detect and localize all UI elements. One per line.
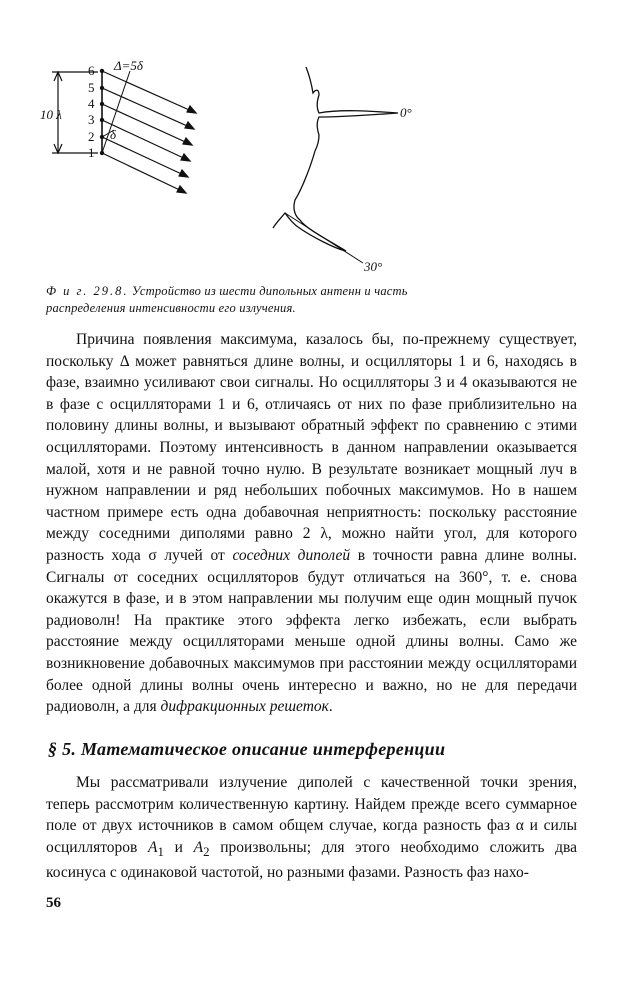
oscillator-label-4: 4	[88, 96, 95, 111]
paragraph-2-text-a: Мы рассматривали излучение диполей с качественной точки зрения, теперь рассмотрим количественную картину. Найдем прежде всего суммарное поле от двух источников в самом общем случае, когда разность фаз α и силы осцилляторов	[46, 774, 577, 856]
caption-text: Устройство из шести дипольных антенн и часть распределения интенсивности его излучения.	[46, 284, 408, 315]
symbol-a1-subscript: 1	[157, 843, 164, 859]
angle-0-label: 0°	[400, 105, 412, 120]
symbol-a2-subscript: 2	[203, 843, 210, 859]
oscillator-label-2: 2	[88, 129, 95, 144]
paragraph-1-text-c: .	[328, 698, 333, 716]
oscillator-label-1: 1	[88, 145, 95, 160]
ray-lines	[102, 71, 196, 193]
paragraph-1-text-b: в точности равна длине волны. Сигналы от соседних осцилляторов будут отличаться на 360°, т. е. снова окажутся в фазе, и в этом направлении мы получим еще один мощный пучок радиоволн! На практике этого эффекта легко избежать, если выбрать расстояние между осцилляторами меньше одной длины волны. Само же возникновение добавочных максимумов при расстоянии между осцилляторами более одной длины волны очень интересно и важно, но не для передачи радиоволн, а для	[46, 546, 577, 716]
caption-prefix: Ф и г. 29.8.	[46, 284, 129, 298]
figure-caption	[46, 283, 486, 317]
delta-small-label: δ	[110, 127, 117, 142]
symbol-a2: A	[193, 838, 204, 856]
paragraph-1-emphasis-1: соседних диполей	[232, 546, 351, 564]
paragraph-1	[46, 329, 577, 718]
angle-30-label: 30°	[364, 259, 383, 274]
paragraph-2	[46, 772, 577, 884]
paragraph-1-text-a: Причина появления максимума, казалось бы, по-прежнему существует, поскольку Δ может равняться длине волны, и осцилляторы 1 и 6, находясь в фазе, взаимно усиливают свои сигналы. Но осцилляторы 3 и 4 оказываются не в фазе с осцилляторами 1 и 6, отличаясь от них по фазе приблизительно на половину длины волны, и вызывают обратный эффект по сравнению с этими осцилляторами. Поэтому интенсивность в данном направлении оказывается малой, хотя и не равной точно нулю. В результате возникает мощный луч в нужном направлении и ряд небольших побочных максимумов. Но в нашем частном примере есть одна добавочная неприятность: поскольку расстояние между соседними диполями равно 2 λ, можно найти угол, для которого разность хода σ лучей от	[46, 331, 577, 564]
dimension-label: 10 λ	[40, 107, 62, 122]
paragraph-2-and: и	[163, 838, 194, 856]
oscillator-label-5: 5	[88, 80, 95, 95]
intensity-distribution	[273, 67, 398, 263]
paragraph-1-emphasis-2: дифракционных решеток	[160, 698, 329, 716]
paragraph-2-text-b: произвольны; для этого необходимо сложить два косинуса с одинаковой частотой, но разными фазами. Разность фаз нахо-	[46, 838, 578, 882]
page-number: 56	[46, 895, 61, 911]
delta-label: Δ=5δ	[114, 58, 143, 73]
antenna-array-figure	[40, 55, 460, 285]
oscillator-label-6: 6	[88, 63, 95, 78]
section-heading: § 5. Математическое описание интерференции	[48, 739, 446, 759]
oscillator-label-3: 3	[88, 112, 95, 127]
symbol-a1: A	[148, 838, 158, 856]
